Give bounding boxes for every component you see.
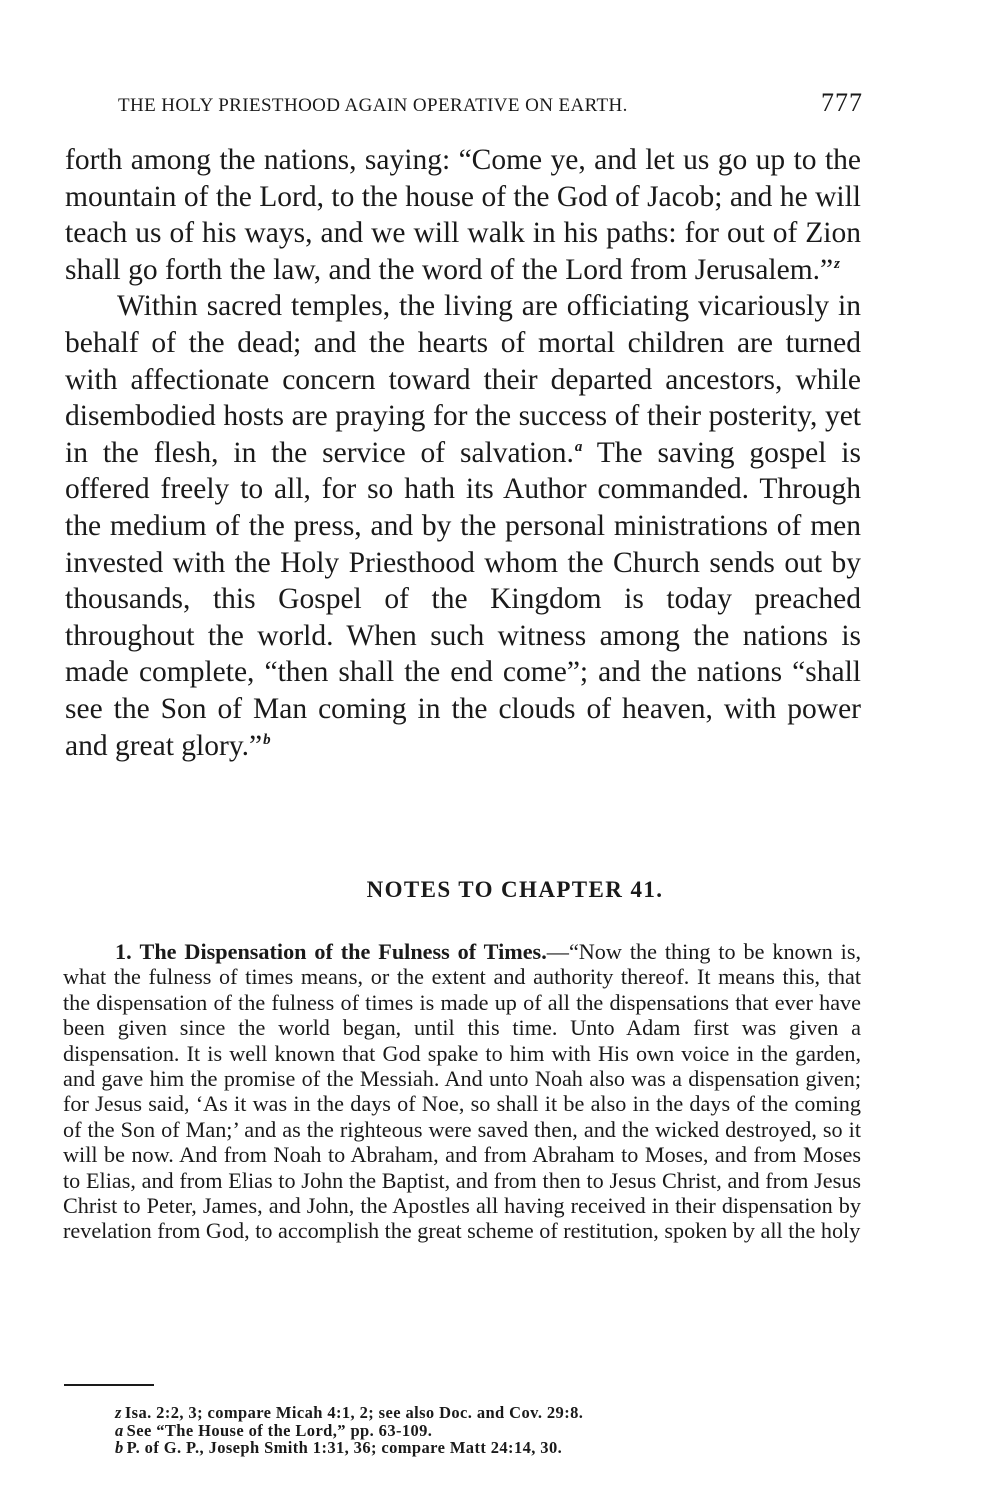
note-1-number: 1.: [115, 939, 132, 964]
footnote-text: P. of G. P., Joseph Smith 1:31, 36; compare Matt 24:14, 30.: [126, 1438, 563, 1457]
note-1-title: The Dispensation of the Fulness of Times.: [139, 939, 547, 964]
footnote-ref-b: b: [263, 731, 271, 748]
running-head: [118, 88, 863, 118]
footnote-mark: a: [115, 1420, 124, 1440]
notes-heading: NOTES TO CHAPTER 41.: [366, 877, 664, 902]
paragraph-2-text-b: The saving gospel is offered freely to all, for so hath its Author commanded. Through the medium of the press, and by the personal ministrations of men invested with the Holy Priesthood whom the Church sends out by thousands, this Gospel of the Kingdom is today preached throughout the world. When such witness among the nations is made complete, “then shall the end come”; and the nations “shall see the Son of Man coming in the clouds of heaven, with power and great glory.”: [65, 436, 861, 762]
footnote-text: See “The House of the Lord,” pp. 63-109.: [126, 1420, 433, 1440]
footnote-a: [115, 1422, 875, 1440]
footnote-mark: b: [115, 1438, 124, 1457]
page-number: 777: [821, 88, 863, 117]
paragraph-1-text: forth among the nations, saying: “Come ye, and let us go up to the mountain of the Lord, to the house of the God of Jacob; and he will teach us of his ways, and we will walk in his paths: for out of Zion shall go forth the law, and the word of the Lord from Jerusalem.”: [65, 144, 861, 286]
footnote-rule: [64, 1384, 154, 1386]
note-1-text: —“Now the thing to be known is, what the fulness of times means, or the extent and authority thereof. It means this, that the dispensation of the fulness of times is made up of all the dispensations that ever have been given since the world began, until this time. Unto Adam first was given a dispensation. It is well known that God spake to him with His own voice in the garden, and gave him the promise of the Messiah. And unto Noah also was a dispensation given; for Jesus said, ‘As it was in the days of Noe, so shall it be also in the days of the coming of the Son of Man;’ and as the righteous were saved then, and the wicked destroyed, so it will be now. And from Noah to Abraham, and from Abraham to Moses, and from Moses to Elias, and from Elias to John the Baptist, and from then to Jesus Christ, and from Jesus Christ to Peter, James, and John, the Apostles all having received in their dispensation by revelation from God, to accomplish the great scheme of restitution, spoken by all the holy: [63, 939, 862, 1244]
body-text: [65, 142, 861, 764]
footnote-b: [115, 1439, 875, 1457]
footnote-ref-a: a: [574, 438, 583, 455]
footnote-z: [115, 1404, 875, 1422]
footnote-text: Isa. 2:2, 3; compare Micah 4:1, 2; see also Doc. and Cov. 29:8.: [124, 1403, 584, 1422]
footnote-ref-z: z: [834, 255, 840, 272]
note-1: [63, 939, 861, 1244]
footnotes: [115, 1404, 875, 1457]
running-head-title: THE HOLY PRIESTHOOD AGAIN OPERATIVE ON EARTH.: [118, 95, 628, 116]
paragraph-1: [65, 142, 861, 288]
paragraph-2-text-a: Within sacred temples, the living are officiating vicariously in behalf of the dead; and the hearts of mortal children are turned with affectionate concern toward their departed ancestors, while disembodied hosts are praying for the success of their posterity, yet in the flesh, in the service of salvation.: [65, 290, 861, 469]
footnote-mark: z: [115, 1403, 122, 1422]
paragraph-2: [65, 288, 861, 764]
